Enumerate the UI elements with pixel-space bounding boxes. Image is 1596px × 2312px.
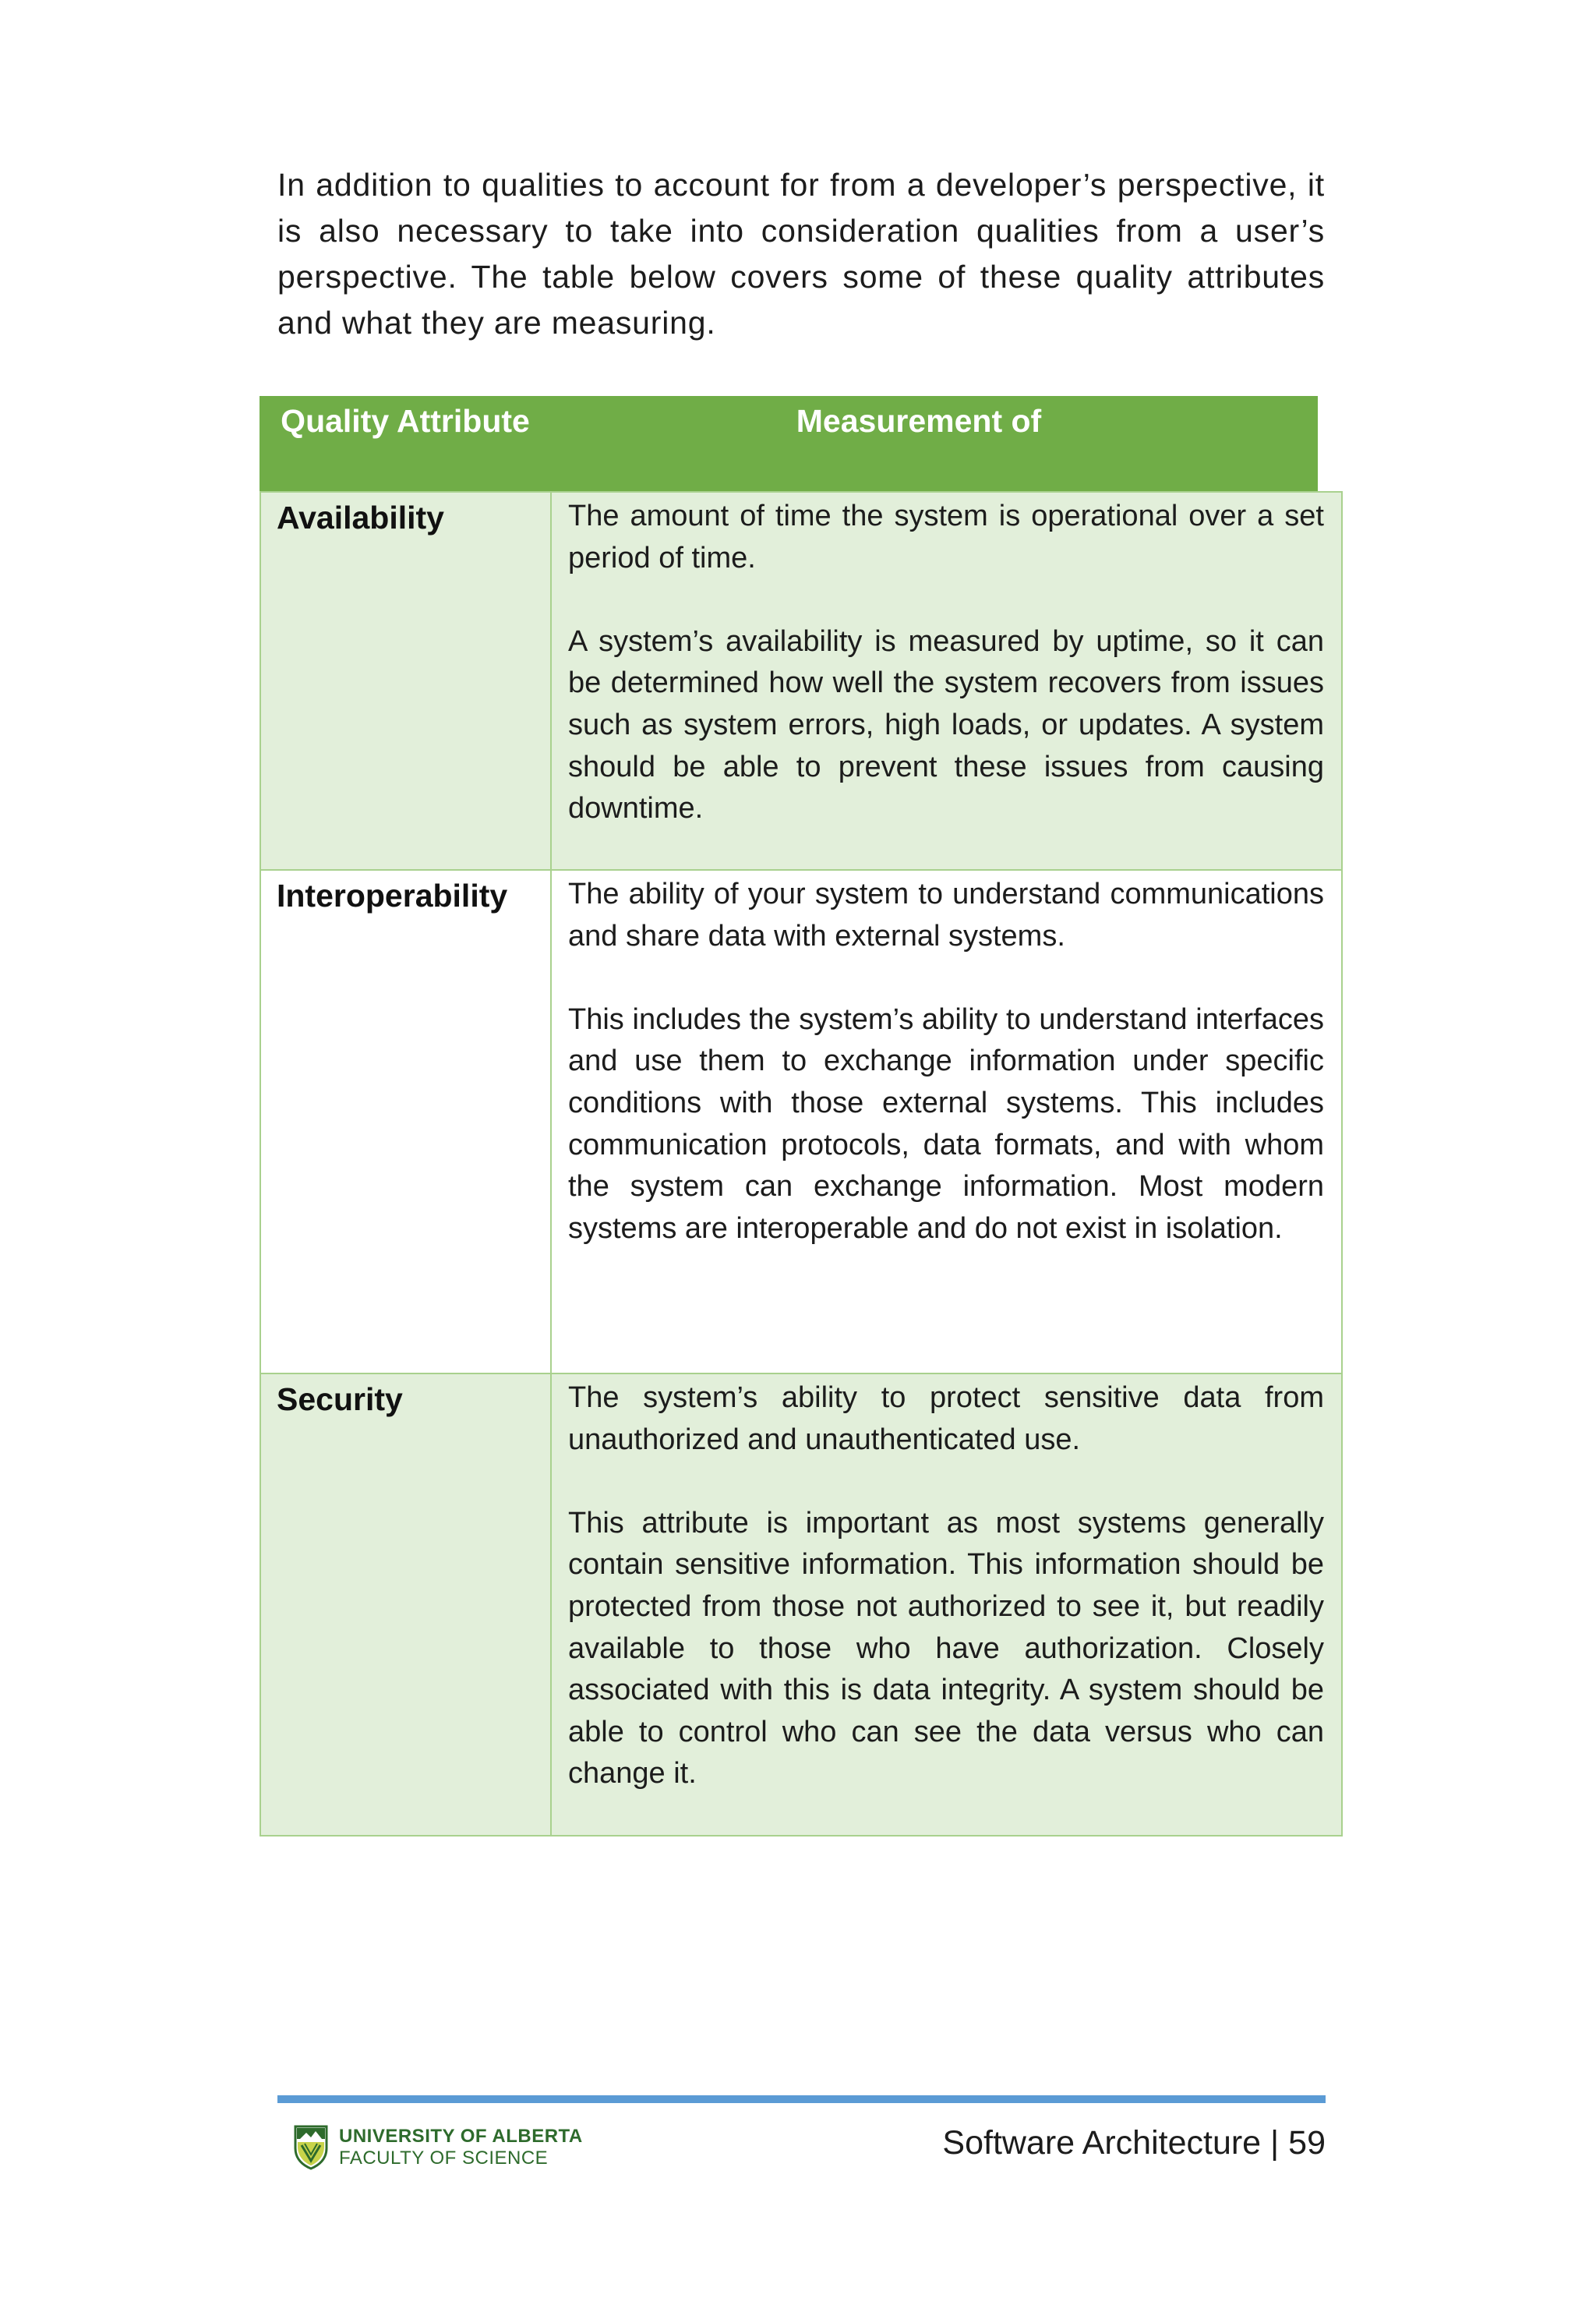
logo-university-name: UNIVERSITY OF ALBERTA [339,2126,583,2147]
quality-attributes-table [260,396,1343,1837]
university-logo [294,2125,583,2170]
table-row-interoperability [260,871,1343,1374]
header-measurement-of: Measurement of [796,403,1042,439]
table-row-availability [260,491,1343,871]
footer-rule [277,2095,1326,2103]
attribute-interoperability: Interoperability [261,871,552,1373]
measurement-paragraph: The amount of time the system is operational over a set period of time. [568,500,1324,574]
attribute-security: Security [261,1374,552,1835]
intro-paragraph: In addition to qualities to account for from a developer’s perspective, it is also necessary to take into consideration qualities from a user’s perspective. The table below covers some of these quality attributes and what they are measuring. [277,167,1325,341]
header-quality-attribute: Quality Attribute [281,403,530,439]
logo-faculty-name: FACULTY OF SCIENCE [339,2148,549,2169]
university-crest-icon [294,2125,328,2170]
measurement-availability [552,493,1341,869]
measurement-paragraph: This includes the system’s ability to understand interfaces and use them to exchange information under specific conditions with those external systems. This includes communication protocols, data formats, and with whom the system can exchange information. Most modern systems are interoperable and do not exist in isolation. [568,1002,1324,1245]
measurement-security [552,1374,1341,1835]
page-footer-label: Software Architecture | 59 [942,2124,1326,2162]
attribute-availability: Availability [261,493,552,869]
measurement-interoperability [552,871,1341,1373]
measurement-paragraph: A system’s availability is measured by uptime, so it can be determined how well the system recovers from issues such as system errors, high loads, or updates. A system should be able to prevent these issues from causing downtime. [568,624,1324,825]
table-header [260,396,1318,491]
measurement-paragraph: The ability of your system to understand communications and share data with external systems. [568,878,1324,953]
measurement-paragraph: The system’s ability to protect sensitive data from unauthorized and unauthenticated use. [568,1381,1324,1456]
table-row-security [260,1374,1343,1837]
measurement-paragraph: This attribute is important as most systems generally contain sensitive information. This information should be protected from those not authorized to see it, but readily available to those who have authorization. Closely associated with this is data integrity. A system should be able to control who can see the data versus who can change it. [568,1506,1324,1791]
